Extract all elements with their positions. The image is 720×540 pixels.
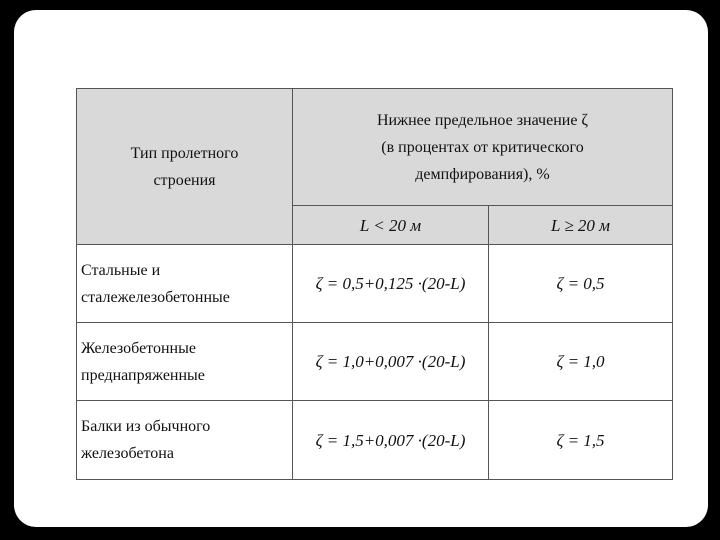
row-type-line-2: железобетона [81,445,174,462]
header-span-type [77,89,293,245]
sub-header-ge-20: L ≥ 20 м [489,206,673,245]
table-row [77,323,673,401]
type-header-line-1: Тип пролетного [130,144,239,162]
zeta-header-line-1: Нижнее предельное значение ζ [376,111,589,129]
damping-table [76,88,673,480]
value-ge-20: ζ = 1,0 [489,323,673,401]
table-row [77,245,673,323]
row-type-line-1: Балки из обычного [81,418,211,435]
sub-header-less-20: L < 20 м [293,206,489,245]
row-type-line-1: Железобетонные [81,339,196,357]
row-type-line-2: сталежелезобетонные [81,288,230,306]
formula-lt-20: ζ = 0,5+0,125 ·(20-L) [293,245,489,323]
row-type-cell [77,323,293,401]
formula-lt-20: ζ = 1,0+0,007 ·(20-L) [293,323,489,401]
row-type-line-1: Стальные и [81,261,161,279]
value-ge-20: ζ = 1,5 [489,401,673,480]
zeta-header-line-3: демпфирования), % [415,165,550,183]
row-type-line-2: преднапряженные [81,366,205,384]
zeta-header-line-2: (в процентах от критического [381,138,584,156]
header-zeta [293,89,673,206]
row-type-cell [77,401,293,480]
formula-lt-20: ζ = 1,5+0,007 ·(20-L) [293,401,489,480]
table-row [77,401,673,480]
type-header-line-2: строения [153,171,216,189]
row-type-cell [77,245,293,323]
value-ge-20: ζ = 0,5 [489,245,673,323]
